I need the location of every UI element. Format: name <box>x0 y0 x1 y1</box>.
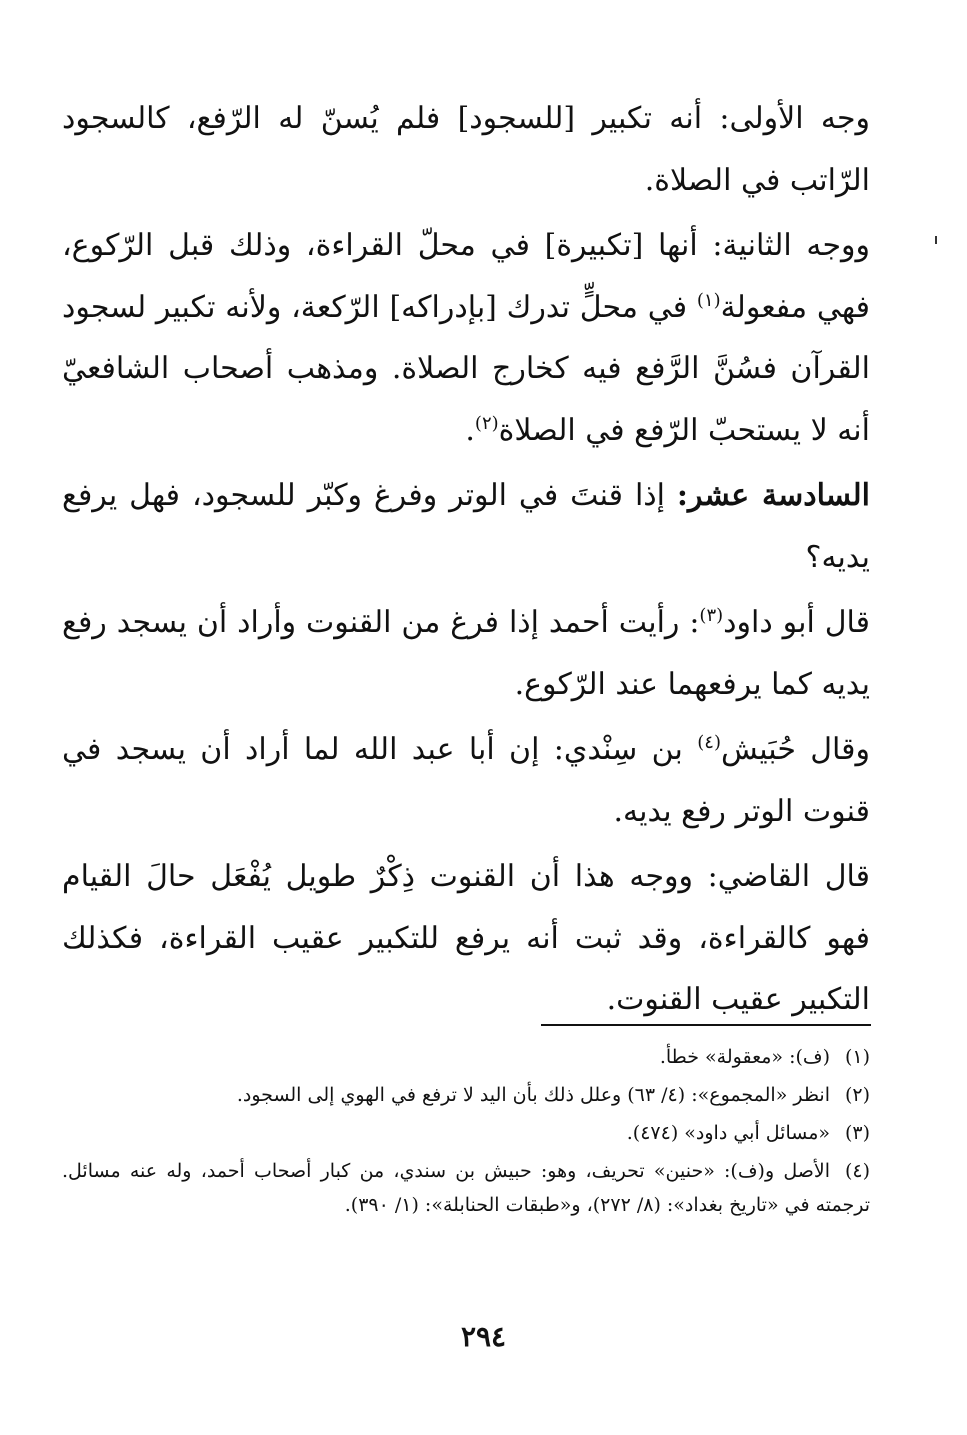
footnote-text: انظر «المجموع»: (٤/ ٦٣) وعلل ذلك بأن اليد لا ترفع في الهوي إلى السجود. <box>236 1084 830 1106</box>
footnote-text: الأصل و(ف): «حنين» تحريف، وهو: حبيش بن سندي، من كبار أصحاب أحمد، وله عنه مسائل. ترجمته في «تاريخ بغداد»: (٨/ ٢٧٢)، و«طبقات الحنابلة»: (١/ ٣٩٠). <box>62 1160 870 1216</box>
footnote-4 <box>62 1154 870 1222</box>
footnote-divider <box>541 1024 871 1026</box>
footnote-number: (١) <box>844 1046 870 1068</box>
footnote-3 <box>62 1116 870 1150</box>
footnote-number: (٣) <box>844 1122 870 1144</box>
paragraph-2-text: ووجه الثانية: أنها [تكبيرة] في محلّ القراءة، وذلك قبل الرّكوع، فهي مفعولة <box>62 228 870 325</box>
paragraph-1 <box>62 88 870 211</box>
footnote-ref-3[interactable]: (٣) <box>699 605 724 626</box>
paragraph-2-text-b: في محلٍّ تدرك [بإدراكه] الرّكعة، ولأنه تكبير لسجود القرآن فسُنَّ الرَّفع فيه كخارج الصلاة. ومذهب أصحاب الشافعيّ أنه لا يستحبّ الرّفع في الصلاة <box>62 289 870 448</box>
paragraph-2 <box>62 215 870 461</box>
main-text <box>62 88 870 1035</box>
page-number: ٢٩٤ <box>460 1320 507 1353</box>
footnotes <box>62 1040 870 1226</box>
paragraph-1-text: وجه الأولى: أنه تكبير [للسجود] فلم يُسنّ له الرّفع، كالسجود الرّاتب في الصلاة. <box>62 101 870 198</box>
footnote-ref-1[interactable]: (١) <box>696 289 721 311</box>
footnote-1 <box>62 1040 870 1074</box>
paragraph-4-text-b: : رأيت أحمد إذا فرغ من القنوت وأراد أن يسجد رفع يديه كما يرفعهما عند الرّكوع. <box>62 605 870 702</box>
footnote-2 <box>62 1078 870 1112</box>
paragraph-6-text: قال القاضي: ووجه هذا أن القنوت ذِكْرٌ طويل يُفْعَل حالَ القيام فهو كالقراءة، وقد ثبت أنه يرفع للتكبير عقيب القراءة، فكذلك التكبير عقيب القنوت. <box>62 859 870 1017</box>
section-heading: السادسة عشر: <box>676 478 870 513</box>
paragraph-5 <box>62 719 870 842</box>
paragraph-4 <box>62 592 870 715</box>
footnote-number: (٢) <box>844 1084 870 1106</box>
paragraph-3 <box>62 465 870 588</box>
paragraph-5-text-b: بن سِنْدي: إن أبا عبد الله لما أراد أن يسجد في قنوت الوتر رفع يديه. <box>62 732 870 829</box>
paragraph-3-text: إذا قنتَ في الوتر وفرغ وكبّر للسجود، فهل يرفع يديه؟ <box>62 478 870 575</box>
paragraph-5-text: وقال حُبَيش <box>720 732 870 767</box>
footnote-ref-2[interactable]: (٢) <box>474 412 499 434</box>
margin-mark <box>935 236 937 244</box>
paragraph-4-text: قال أبو داود <box>723 605 870 640</box>
footnote-ref-4[interactable]: (٤) <box>697 732 721 753</box>
paragraph-2-text-c: . <box>465 412 475 448</box>
footnote-text: (ف): «معقولة» خطأ. <box>659 1046 830 1068</box>
paragraph-6 <box>62 846 870 1031</box>
footnote-text: «مسائل أبي داود» (٤٧٤). <box>626 1122 830 1144</box>
footnote-number: (٤) <box>844 1160 870 1182</box>
